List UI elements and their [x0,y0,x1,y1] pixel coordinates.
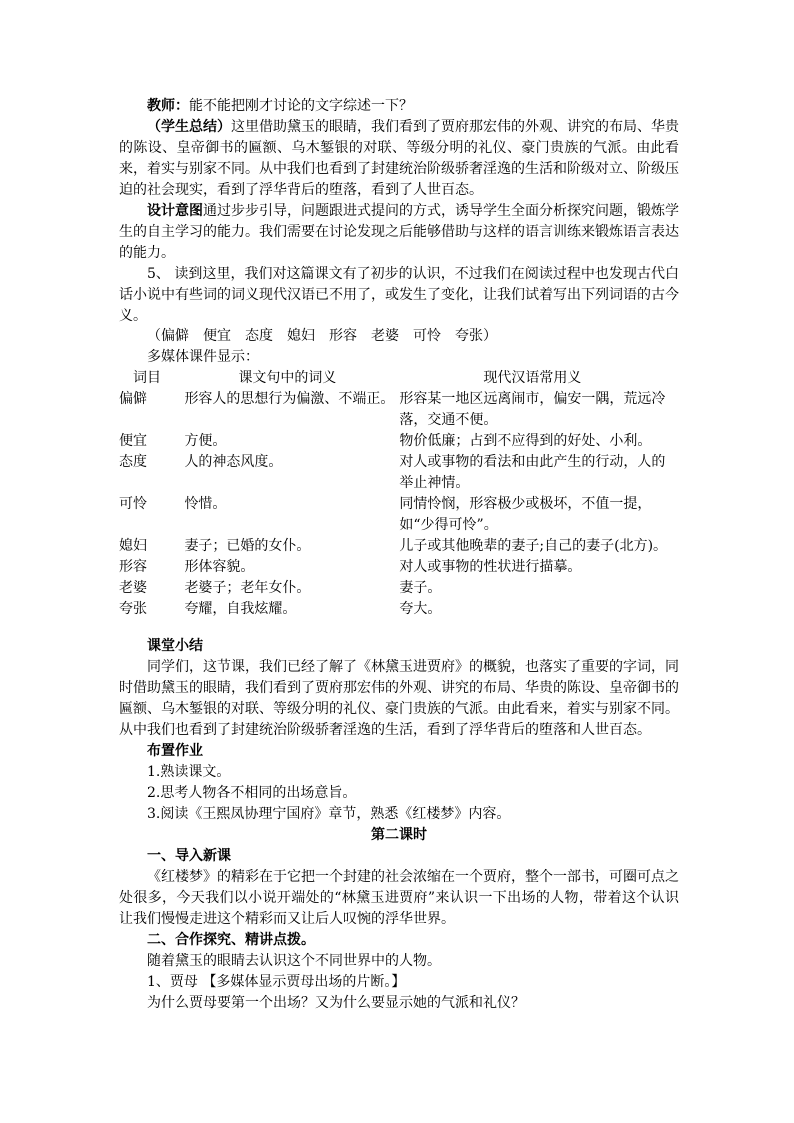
table-row [119,494,679,536]
row-word: 态度 [119,454,147,470]
homework-heading: 布置作业 [147,743,203,759]
item-5-text: 5、 读到这里，我们对这篇课文有了初步的认识，不过我们在阅读过程中也发现古代白话小说中有些词的词义现代汉语已不用了，或发生了变化，让我们试着写出下列词语的古今义。 [119,266,679,324]
class-summary-heading: 课堂小结 [147,638,203,654]
student-summary-text: 这里借助黛玉的眼睛，我们看到了贾府那宏伟的外观、讲究的布局、华贵的陈设、皇帝御书的匾额、乌木錾银的对联、等级分明的礼仪、豪门贵族的气派。由此看来，着实与别家不同。从中我们也看到了封建统治阶级骄奢淫逸的生活和阶级对立、阶级压迫的社会现实，看到了浮华背后的堕落，看到了人世百态。 [119,119,679,198]
table-row [119,452,679,494]
row-text-meaning: 形体容貌。 [184,559,255,575]
row-modern-meaning: 物价低廉；占到不应得到的好处、小利。 [399,433,652,449]
homework-item: 2.思考人物各不相同的出场意旨。 [147,785,357,801]
intro-text: 《红楼梦》的精彩在于它把一个封建的社会浓缩在一个贾府，整个一部书，可圈可点之处很多，今天我们以小说开端处的“林黛玉进贾府”来认识一下出场的人物，带着这个认识让我们慢慢走进这个精彩而又让后人叹惋的浮华世界。 [119,869,679,927]
row-modern-meaning: 夸大。 [399,601,442,617]
question-text: 为什么贾母要第一个出场？又为什么要显示她的气派和礼仪？ [147,995,525,1011]
teacher-question: 能不能把刚才讨论的文字综述一下？ [189,98,413,114]
table-row [119,389,679,431]
header-modern-meaning: 现代汉语常用义 [483,370,582,386]
explore-heading: 二、合作探究、精讲点拨。 [147,932,315,948]
multimedia-label [119,347,679,368]
item-5 [119,264,679,327]
row-word: 便宜 [119,433,147,449]
teacher-line [119,96,679,117]
second-lesson-title-block [119,825,679,846]
row-modern-meaning: 妻子。 [399,580,442,596]
homework [119,741,679,825]
row-word: 可怜 [119,496,147,512]
row-text-meaning: 人的神态风度。 [184,454,283,470]
design-intent-text: 通过步步引导，问题跟进式提问的方式，诱导学生全面分析探究问题，锻炼学生的自主学习的能力。我们需要在讨论发现之后能够借助与这样的语言训练来锻炼语言表达的能力。 [119,203,679,261]
multimedia-text: 多媒体课件显示： [147,349,259,365]
vocab-table [119,368,679,620]
teacher-label: 教师： [147,98,189,114]
table-row [119,536,679,557]
design-intent [119,201,679,264]
second-lesson-title: 第二课时 [371,827,427,843]
row-word: 夸张 [119,601,147,617]
table-row [119,578,679,599]
student-summary-label: （学生总结） [147,119,231,135]
row-word: 偏僻 [119,391,147,407]
row-text-meaning: 形容人的思想行为偏激、不端正。 [184,391,395,407]
row-word: 媳妇 [119,538,147,554]
design-intent-label: 设计意图 [147,203,203,219]
row-modern-meaning: 形容某一地区远离闹市，偏安一隅，荒远冷落，交通不便。 [399,391,666,428]
intro-section [119,846,679,930]
explore-section [119,930,679,1014]
vocab-table-header [119,368,679,389]
jiamu-line: 1、贾母 【多媒体显示贾母出场的片断。】 [147,974,406,990]
table-row [119,431,679,452]
row-text-meaning: 夸耀，自我炫耀。 [184,601,297,617]
row-word: 老婆 [119,580,147,596]
intro-heading: 一、导入新课 [147,848,231,864]
row-text-meaning: 老婆子；老年女仆。 [184,580,311,596]
class-summary [119,636,679,741]
row-modern-meaning: 对人或事物的看法和由此产生的行动，人的举止神情。 [399,454,666,491]
header-text-meaning: 课文句中的词义 [238,370,337,386]
row-modern-meaning: 对人或事物的性状进行描摹。 [399,559,582,575]
explore-text: 随着黛玉的眼睛去认识这个不同世界中的人物。 [147,953,441,969]
row-text-meaning: 妻子；已婚的女仆。 [184,538,311,554]
word-list-text: （偏僻 便宜 态度 媳妇 形容 老婆 可怜 夸张） [147,328,497,344]
row-word: 形容 [119,559,147,575]
word-list [119,326,679,347]
student-summary [119,117,679,201]
homework-item: 3.阅读《王熙凤协理宁国府》章节，熟悉《红楼梦》内容。 [147,806,511,822]
homework-item: 1.熟读课文。 [147,764,231,780]
row-text-meaning: 方便。 [184,433,227,449]
table-row [119,599,679,620]
class-summary-text: 同学们，这节课，我们已经了解了《林黛玉进贾府》的概貌，也落实了重要的字词，同时借助黛玉的眼睛，我们看到了贾府那宏伟的外观、讲究的布局、华贵的陈设、皇帝御书的匾额、乌木錾银的对联、等级分明的礼仪、豪门贵族的气派。由此看来，着实与别家不同。从中我们也看到了封建统治阶级骄奢淫逸的生活，看到了浮华背后的堕落和人世百态。 [119,659,679,738]
row-modern-meaning: 儿子或其他晚辈的妻子;自己的妻子(北方)。 [399,538,668,554]
header-word: 词目 [133,370,161,386]
table-row [119,557,679,578]
row-text-meaning: 怜惜。 [184,496,227,512]
row-modern-meaning: 同情怜悯，形容极少或极坏，不值一提，如“少得可怜”。 [399,496,652,533]
